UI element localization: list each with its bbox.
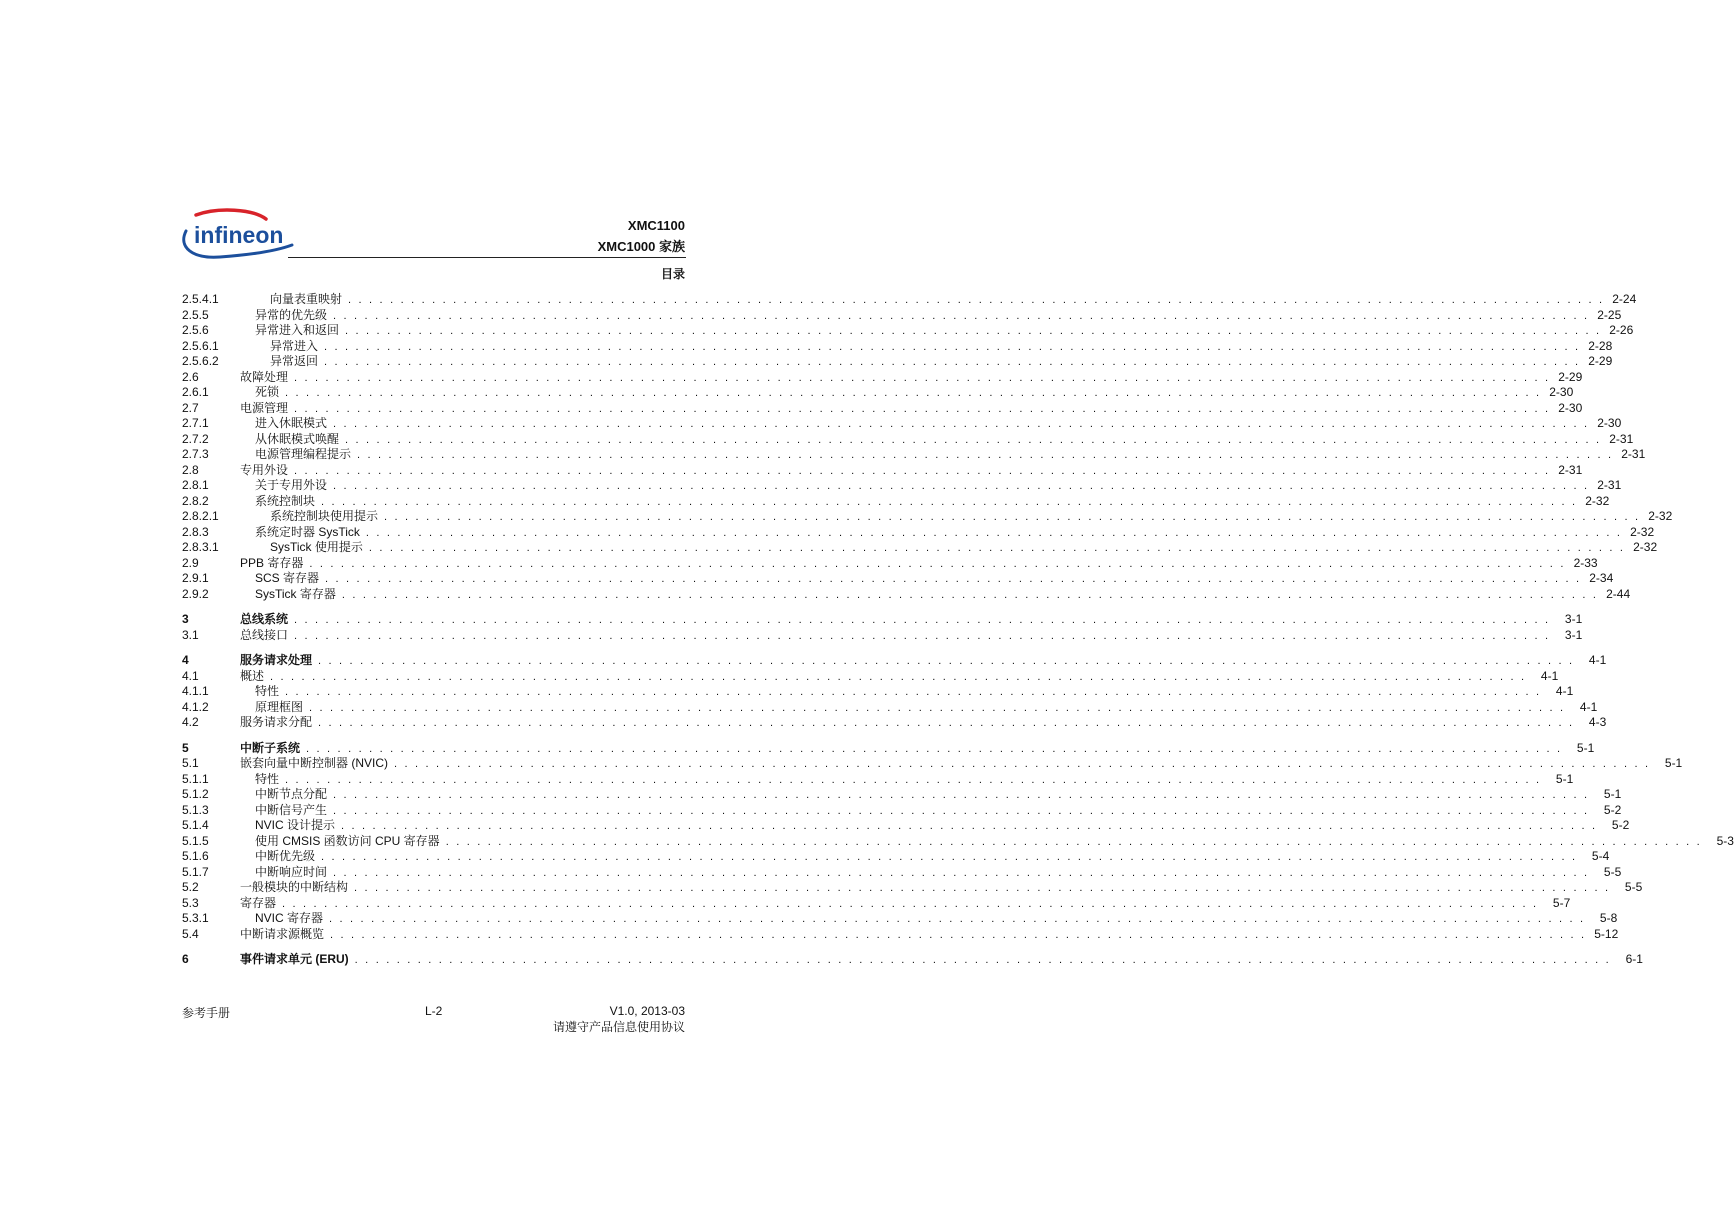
toc-entry-page: 2-31	[1597, 478, 1622, 492]
toc-entry-number: 4.1.1	[182, 684, 209, 698]
toc-entry-number: 2.7.3	[182, 447, 209, 461]
toc-entry-page: 2-28	[1588, 338, 1613, 353]
toc-entry[interactable]	[182, 756, 1683, 772]
toc-dot-leader: . . . . . . . . . . . . . . . . . . . . . . . . . . . . . . . . . . . . . . . . . . . . . . . . . . . . . . . . . . . . . . . . . . . . . . . . . . . . . . . . . . . . . . . . . . . . . . . . . . . . . . . . . . . . . . . . . . . . . . . .	[309, 701, 1566, 714]
toc-entry-page: 2-30	[1558, 400, 1583, 415]
toc-entry[interactable]	[182, 880, 1643, 896]
toc-dot-leader: . . . . . . . . . . . . . . . . . . . . . . . . . . . . . . . . . . . . . . . . . . . . . . . . . . . . . . . . . . . . . . . . . . . . . . . . . . . . . . . . . . . . . . . . . . . . . . . . . . . . . . . . . . . . . . . . . . . . . . . .	[341, 588, 1599, 601]
toc-entry-number: 2.5.6	[182, 323, 209, 337]
toc-dot-leader: . . . . . . . . . . . . . . . . . . . . . . . . . . . . . . . . . . . . . . . . . . . . . . . . . . . . . . . . . . . . . . . . . . . . . . . . . . . . . . . . . . . . . . . . . . . . . . . . . . . . . . . . . . . . . . . . . . . . . . . .	[330, 928, 1587, 941]
toc-dot-leader: . . . . . . . . . . . . . . . . . . . . . . . . . . . . . . . . . . . . . . . . . . . . . . . . . . . . . . . . . . . . . . . . . . . . . . . . . . . . . . . . . . . . . . . . . . . . . . . . . . . . . . . . . . . . . . . . . . . . . . . .	[333, 309, 1590, 322]
toc-entry-page: 2-32	[1648, 509, 1673, 523]
toc-entry-number: 2.8.3.1	[182, 540, 219, 554]
toc-entry-body	[240, 369, 1583, 387]
toc-entry[interactable]	[182, 952, 1643, 968]
toc-entry-number: 5.1	[182, 756, 199, 770]
toc-entry[interactable]	[182, 740, 1595, 757]
toc-entry-body	[240, 895, 1571, 913]
toc-entry-body	[270, 540, 1658, 557]
toc-entry-page: 2-34	[1589, 571, 1614, 585]
toc-entry-number: 2.9.1	[182, 571, 209, 585]
toc-entry[interactable]	[182, 509, 1673, 525]
toc-entry-body	[240, 555, 1598, 573]
section-title: 目录	[660, 267, 685, 281]
toc-entry-title: 原理框图	[255, 699, 304, 714]
toc-entry-body	[255, 571, 1614, 588]
toc-entry-number: 5.1.1	[182, 771, 209, 786]
toc-entry[interactable]	[182, 571, 1614, 587]
family-title: XMC1000 家族	[597, 239, 685, 254]
footer-version: V1.0, 2013-03	[609, 1004, 685, 1018]
toc-entry-body	[240, 400, 1583, 418]
toc-entry-title: 中断子系统	[240, 740, 301, 755]
toc-entry-body	[255, 833, 1734, 851]
toc-entry-number: 6	[182, 952, 189, 966]
toc-entry-page: 5-5	[1603, 864, 1622, 879]
toc-entry-title: 异常的优先级	[255, 307, 328, 322]
toc-entry-body	[255, 385, 1574, 402]
toc-entry-number: 5.4	[182, 926, 199, 941]
toc-entry[interactable]	[182, 431, 1634, 448]
toc-entry-title: 特性	[255, 771, 280, 786]
toc-section-gap	[182, 731, 686, 741]
toc-entry-title: 特性	[255, 684, 280, 698]
toc-entry-page: 2-31	[1609, 431, 1634, 446]
toc-entry-body	[270, 338, 1613, 356]
toc-entry[interactable]	[182, 802, 1622, 819]
toc-entry-number: 3	[182, 612, 189, 626]
toc-dot-leader: . . . . . . . . . . . . . . . . . . . . . . . . . . . . . . . . . . . . . . . . . . . . . . . . . . . . . . . . . . . . . . . . . . . . . . . . . . . . . . . . . . . . . . . . . . . . . . . . . . . . . . . . . . . . . . . . . . . . . . . .	[318, 655, 1575, 667]
toc-entry-body	[255, 323, 1634, 340]
toc-entry-title: 系统定时器 SysTick	[255, 524, 360, 539]
toc-dot-leader: . . . . . . . . . . . . . . . . . . . . . . . . . . . . . . . . . . . . . . . . . . . . . . . . . . . . . . . . . . . . . . . . . . . . . . . . . . . . . . . . . . . . . . . . . . . . . . . . . . . . . . . . . . . . . . . . . . . . . . . .	[325, 573, 1582, 585]
toc-dot-leader: . . . . . . . . . . . . . . . . . . . . . . . . . . . . . . . . . . . . . . . . . . . . . . . . . . . . . . . . . . . . . . . . . . . . . . . . . . . . . . . . . . . . . . . . . . . . . . . . . . . . . . . . . . . . . . . . . . . . . . . .	[282, 897, 1539, 910]
toc-entry-title: 总线系统	[240, 612, 289, 626]
toc-entry-number: 3.1	[182, 627, 199, 642]
toc-entry-number: 2.5.5	[182, 307, 209, 322]
toc-dot-leader: . . . . . . . . . . . . . . . . . . . . . . . . . . . . . . . . . . . . . . . . . . . . . . . . . . . . . . . . . . . . . . . . . . . . . . . . . . . . . . . . . . . . . . . . . . . . . . . . . . . . . . . . . . . . . . . . . . . . . . . .	[321, 851, 1578, 863]
toc-entry[interactable]	[182, 307, 1622, 324]
toc-entry-title: 总线接口	[240, 627, 289, 642]
toc-entry-title: NVIC 寄存器	[255, 911, 324, 925]
toc-entry-title: 异常返回	[270, 354, 319, 368]
toc-dot-leader: . . . . . . . . . . . . . . . . . . . . . . . . . . . . . . . . . . . . . . . . . . . . . . . . . . . . . . . . . . . . . . . . . . . . . . . . . . . . . . . . . . . . . . . . . . . . . . . . . . . . . . . . . . . . . . . . . . . . . . . .	[348, 294, 1605, 306]
toc-dot-leader: . . . . . . . . . . . . . . . . . . . . . . . . . . . . . . . . . . . . . . . . . . . . . . . . . . . . . . . . . . . . . . . . . . . . . . . . . . . . . . . . . . . . . . . . . . . . . . . . . . . . . . . . . . . . . . . . . . . . . . . .	[333, 480, 1590, 492]
toc-entry[interactable]	[182, 586, 1631, 603]
toc-dot-leader: . . . . . . . . . . . . . . . . . . . . . . . . . . . . . . . . . . . . . . . . . . . . . . . . . . . . . . . . . . . . . . . . . . . . . . . . . . . . . . . . . . . . . . . . . . . . . . . . . . . . . . . . . . . . . . . . . . . . . . . .	[294, 614, 1551, 626]
toc-entry-page: 5-1	[1576, 740, 1595, 755]
toc-dot-leader: . . . . . . . . . . . . . . . . . . . . . . . . . . . . . . . . . . . . . . . . . . . . . . . . . . . . . . . . . . . . . . . . . . . . . . . . . . . . . . . . . . . . . . . . . . . . . . . . . . . . . . . . . . . . . . . . . . . . . . . .	[394, 758, 1651, 770]
toc-dot-leader: . . . . . . . . . . . . . . . . . . . . . . . . . . . . . . . . . . . . . . . . . . . . . . . . . . . . . . . . . . . . . . . . . . . . . . . . . . . . . . . . . . . . . . . . . . . . . . . . . . . . . . . . . . . . . . . . . . . . . . . .	[309, 557, 1566, 570]
toc-entry-body	[255, 864, 1622, 882]
toc-dot-leader: . . . . . . . . . . . . . . . . . . . . . . . . . . . . . . . . . . . . . . . . . . . . . . . . . . . . . . . . . . . . . . . . . . . . . . . . . . . . . . . . . . . . . . . . . . . . . . . . . . . . . . . . . . . . . . . . . . . . . . . .	[294, 402, 1551, 415]
toc-dot-leader: . . . . . . . . . . . . . . . . . . . . . . . . . . . . . . . . . . . . . . . . . . . . . . . . . . . . . . . . . . . . . . . . . . . . . . . . . . . . . . . . . . . . . . . . . . . . . . . . . . . . . . . . . . . . . . . . . . . . . . . .	[285, 773, 1542, 786]
toc-entry-title: 寄存器	[240, 895, 277, 910]
toc-entry-number: 5.1.2	[182, 787, 209, 801]
toc-entry-body	[240, 627, 1583, 645]
toc-entry-title: 异常进入	[270, 338, 319, 353]
toc-entry[interactable]	[182, 555, 1598, 572]
toc-entry-body	[255, 478, 1622, 495]
toc-dot-leader: . . . . . . . . . . . . . . . . . . . . . . . . . . . . . . . . . . . . . . . . . . . . . . . . . . . . . . . . . . . . . . . . . . . . . . . . . . . . . . . . . . . . . . . . . . . . . . . . . . . . . . . . . . . . . . . . . . . . . . . .	[306, 742, 1563, 755]
toc-entry-title: 中断请求源概览	[240, 926, 325, 941]
toc-entry-body	[255, 447, 1646, 464]
toc-entry-page: 3-1	[1564, 612, 1583, 626]
toc-entry-page: 4-1	[1588, 653, 1607, 667]
toc-entry-title: 系统控制块使用提示	[270, 509, 379, 523]
toc-entry-title: SCS 寄存器	[255, 571, 320, 585]
toc-entry[interactable]	[182, 478, 1622, 494]
toc-entry-body	[240, 740, 1595, 758]
toc-entry-title: 服务请求处理	[240, 653, 313, 667]
toc-entry-number: 5.1.3	[182, 802, 209, 817]
toc-entry-title: 电源管理	[240, 400, 289, 415]
toc-entry-page: 5-5	[1624, 880, 1643, 894]
toc-section-gap	[182, 942, 686, 952]
toc-entry-title: 专用外设	[240, 462, 289, 477]
toc-entry-body	[240, 668, 1559, 686]
toc-entry-page: 2-44	[1606, 586, 1631, 601]
toc-entry-page: 5-1	[1664, 756, 1683, 770]
toc-entry-body	[255, 802, 1622, 820]
toc-entry-body	[240, 756, 1683, 773]
toc-entry-page: 5-4	[1591, 849, 1610, 863]
toc-entry-page: 2-31	[1558, 462, 1583, 477]
toc-entry[interactable]	[182, 493, 1610, 510]
toc-section-gap	[182, 643, 686, 653]
toc-entry-number: 2.7.2	[182, 431, 209, 446]
toc-entry-body	[270, 509, 1673, 526]
toc-entry-title: 中断响应时间	[255, 864, 328, 879]
toc-dot-leader: . . . . . . . . . . . . . . . . . . . . . . . . . . . . . . . . . . . . . . . . . . . . . . . . . . . . . . . . . . . . . . . . . . . . . . . . . . . . . . . . . . . . . . . . . . . . . . . . . . . . . . . . . . . . . . . . . . . . . . . .	[285, 686, 1542, 698]
toc-entry[interactable]	[182, 911, 1618, 927]
toc-entry-body	[255, 416, 1622, 433]
toc-entry-page: 4-1	[1579, 699, 1598, 714]
infineon-logo	[178, 209, 298, 261]
toc-dot-leader: . . . . . . . . . . . . . . . . . . . . . . . . . . . . . . . . . . . . . . . . . . . . . . . . . . . . . . . . . . . . . . . . . . . . . . . . . . . . . . . . . . . . . . . . . . . . . . . . . . . . . . . . . . . . . . . . . . . . . . . .	[285, 387, 1542, 399]
toc-entry-page: 2-29	[1588, 354, 1613, 368]
toc-dot-leader: . . . . . . . . . . . . . . . . . . . . . . . . . . . . . . . . . . . . . . . . . . . . . . . . . . . . . . . . . . . . . . . . . . . . . . . . . . . . . . . . . . . . . . . . . . . . . . . . . . . . . . . . . . . . . . . . . . . . . . . .	[333, 418, 1590, 430]
toc-entry-body	[240, 462, 1583, 480]
toc-entry[interactable]	[182, 385, 1574, 401]
toc-entry-page: 5-3	[1716, 833, 1734, 848]
toc-dot-leader: . . . . . . . . . . . . . . . . . . . . . . . . . . . . . . . . . . . . . . . . . . . . . . . . . . . . . . . . . . . . . . . . . . . . . . . . . . . . . . . . . . . . . . . . . . . . . . . . . . . . . . . . . . . . . . . . . . . . . . . .	[321, 495, 1578, 508]
toc-dot-leader: . . . . . . . . . . . . . . . . . . . . . . . . . . . . . . . . . . . . . . . . . . . . . . . . . . . . . . . . . . . . . . . . . . . . . . . . . . . . . . . . . . . . . . . . . . . . . . . . . . . . . . . . . . . . . . . . . . . . . . . .	[294, 464, 1551, 477]
toc-entry-number: 2.8.1	[182, 478, 209, 492]
toc-dot-leader: . . . . . . . . . . . . . . . . . . . . . . . . . . . . . . . . . . . . . . . . . . . . . . . . . . . . . . . . . . . . . . . . . . . . . . . . . . . . . . . . . . . . . . . . . . . . . . . . . . . . . . . . . . . . . . . . . . . . . . . .	[270, 670, 1527, 683]
toc-entry-title: 嵌套向量中断控制器 (NVIC)	[240, 756, 388, 770]
toc-entry[interactable]	[182, 369, 1583, 386]
toc-entry-page: 4-1	[1555, 684, 1574, 698]
toc-dot-leader: . . . . . . . . . . . . . . . . . . . . . . . . . . . . . . . . . . . . . . . . . . . . . . . . . . . . . . . . . . . . . . . . . . . . . . . . . . . . . . . . . . . . . . . . . . . . . . . . . . . . . . . . . . . . . . . . . . . . . . . .	[354, 882, 1611, 894]
toc-entry-body	[255, 586, 1631, 604]
toc-entry-title: 死锁	[255, 385, 280, 399]
toc-entry[interactable]	[182, 684, 1574, 700]
toc-entry-title: SysTick 寄存器	[255, 586, 336, 601]
toc-entry-body	[240, 715, 1607, 732]
toc-entry-page: 5-8	[1599, 911, 1618, 925]
toc-entry-number: 5.2	[182, 880, 199, 894]
toc-entry-number: 2.9	[182, 555, 199, 570]
toc-entry-number: 2.5.6.2	[182, 354, 219, 368]
toc-entry-title: 系统控制块	[255, 493, 316, 508]
toc-entry-number: 2.8.2.1	[182, 509, 219, 523]
toc-entry-page: 2-32	[1630, 524, 1655, 539]
toc-entry-body	[255, 307, 1622, 325]
toc-dot-leader: . . . . . . . . . . . . . . . . . . . . . . . . . . . . . . . . . . . . . . . . . . . . . . . . . . . . . . . . . . . . . . . . . . . . . . . . . . . . . . . . . . . . . . . . . . . . . . . . . . . . . . . . . . . . . . . . . . . . . . . .	[329, 913, 1586, 925]
toc-entry[interactable]	[182, 462, 1583, 479]
toc-entry-number: 2.7	[182, 400, 199, 415]
toc-entry-page: 5-2	[1603, 802, 1622, 817]
toc-entry[interactable]	[182, 612, 1583, 628]
toc-entry-title: 概述	[240, 668, 265, 683]
toc-entry-number: 4.1	[182, 668, 199, 683]
toc-entry-title: 电源管理编程提示	[255, 447, 352, 461]
toc-entry-number: 5.3.1	[182, 911, 209, 925]
logo-text: infineon	[194, 222, 284, 248]
toc-dot-leader: . . . . . . . . . . . . . . . . . . . . . . . . . . . . . . . . . . . . . . . . . . . . . . . . . . . . . . . . . . . . . . . . . . . . . . . . . . . . . . . . . . . . . . . . . . . . . . . . . . . . . . . . . . . . . . . . . . . . . . . .	[324, 356, 1581, 368]
toc-entry-body	[240, 612, 1583, 629]
toc-entry-number: 2.9.2	[182, 586, 209, 601]
toc-entry-page: 5-7	[1552, 895, 1571, 910]
toc-dot-leader: . . . . . . . . . . . . . . . . . . . . . . . . . . . . . . . . . . . . . . . . . . . . . . . . . . . . . . . . . . . . . . . . . . . . . . . . . . . . . . . . . . . . . . . . . . . . . . . . . . . . . . . . . . . . . . . . . . . . . . . .	[318, 717, 1575, 729]
toc-entry-title: SysTick 使用提示	[270, 540, 363, 554]
toc-entry-body	[270, 354, 1613, 371]
toc-entry-title: 一般模块的中断结构	[240, 880, 349, 894]
toc-section-gap	[182, 602, 686, 612]
toc-entry-title: 故障处理	[240, 369, 289, 384]
toc-entry-title: NVIC 设计提示	[255, 818, 336, 832]
toc-entry-page: 6-1	[1625, 952, 1643, 966]
toc-entry-body	[255, 524, 1655, 542]
toc-dot-leader: . . . . . . . . . . . . . . . . . . . . . . . . . . . . . . . . . . . . . . . . . . . . . . . . . . . . . . . . . . . . . . . . . . . . . . . . . . . . . . . . . . . . . . . . . . . . . . . . . . . . . . . . . . . . . . . . . . . . . . . .	[333, 789, 1590, 801]
toc-entry-page: 5-12	[1594, 926, 1619, 941]
toc-entry[interactable]	[182, 524, 1655, 541]
toc-entry-page: 5-1	[1603, 787, 1622, 801]
toc-entry-number: 2.6	[182, 369, 199, 384]
toc-entry-number: 5.1.4	[182, 818, 209, 832]
toc-entry-title: 关于专用外设	[255, 478, 328, 492]
toc-dot-leader: . . . . . . . . . . . . . . . . . . . . . . . . . . . . . . . . . . . . . . . . . . . . . . . . . . . . . . . . . . . . . . . . . . . . . . . . . . . . . . . . . . . . . . . . . . . . . . . . . . . . . . . . . . . . . . . . . . . . . . . .	[357, 449, 1614, 461]
toc-entry-title: PPB 寄存器	[240, 555, 304, 570]
toc-entry-page: 2-33	[1573, 555, 1598, 570]
toc-entry[interactable]	[182, 818, 1630, 834]
toc-entry-page: 2-30	[1597, 416, 1622, 430]
toc-entry[interactable]	[182, 668, 1559, 685]
toc-entry-number: 2.8.2	[182, 493, 209, 508]
toc-entry[interactable]	[182, 447, 1646, 463]
footer-notice: 请遵守产品信息使用协议	[552, 1020, 685, 1034]
toc-entry-page: 4-3	[1588, 715, 1607, 729]
toc-entry-page: 2-30	[1549, 385, 1574, 399]
product-title: XMC1100	[627, 218, 685, 233]
toc-entry[interactable]	[182, 416, 1622, 432]
toc-entry[interactable]	[182, 338, 1613, 355]
toc-entry-number: 4.2	[182, 715, 199, 729]
toc-dot-leader: . . . . . . . . . . . . . . . . . . . . . . . . . . . . . . . . . . . . . . . . . . . . . . . . . . . . . . . . . . . . . . . . . . . . . . . . . . . . . . . . . . . . . . . . . . . . . . . . . . . . . . . . . . . . . . . . . . . . . . . .	[333, 804, 1590, 817]
toc-entry-title: 中断信号产生	[255, 802, 328, 817]
toc-dot-leader: . . . . . . . . . . . . . . . . . . . . . . . . . . . . . . . . . . . . . . . . . . . . . . . . . . . . . . . . . . . . . . . . . . . . . . . . . . . . . . . . . . . . . . . . . . . . . . . . . . . . . . . . . . . . . . . . . . . . . . . .	[341, 820, 1598, 832]
toc-entry-title: 异常进入和返回	[255, 323, 340, 337]
logo-swoosh-red	[196, 210, 266, 219]
toc-entry-title: 使用 CMSIS 函数访问 CPU 寄存器	[255, 833, 440, 848]
toc-entry-body	[255, 771, 1574, 789]
toc-entry-body	[255, 431, 1634, 449]
toc-dot-leader: . . . . . . . . . . . . . . . . . . . . . . . . . . . . . . . . . . . . . . . . . . . . . . . . . . . . . . . . . . . . . . . . . . . . . . . . . . . . . . . . . . . . . . . . . . . . . . . . . . . . . . . . . . . . . . . . . . . . . . . .	[324, 340, 1581, 353]
toc-dot-leader: . . . . . . . . . . . . . . . . . . . . . . . . . . . . . . . . . . . . . . . . . . . . . . . . . . . . . . . . . . . . . . . . . . . . . . . . . . . . . . . . . . . . . . . . . . . . . . . . . . . . . . . . . . . . . . . . . . . . . . . .	[445, 835, 1702, 848]
toc-entry-title: 进入休眠模式	[255, 416, 328, 430]
toc-entry-body	[240, 926, 1619, 944]
toc-entry[interactable]	[182, 323, 1634, 339]
toc-entry-number: 5.1.7	[182, 864, 209, 879]
table-of-contents	[182, 292, 1734, 968]
toc-entry-body	[255, 684, 1574, 701]
toc-entry-page: 2-32	[1633, 540, 1658, 554]
toc-entry-title: 中断节点分配	[255, 787, 328, 801]
toc-entry-body	[255, 493, 1610, 511]
toc-entry-number: 5.1.6	[182, 849, 209, 863]
toc-entry-title: 事件请求单元 (ERU)	[240, 952, 349, 966]
header-rule	[288, 257, 686, 258]
toc-entry[interactable]	[182, 699, 1598, 716]
toc-dot-leader: . . . . . . . . . . . . . . . . . . . . . . . . . . . . . . . . . . . . . . . . . . . . . . . . . . . . . . . . . . . . . . . . . . . . . . . . . . . . . . . . . . . . . . . . . . . . . . . . . . . . . . . . . . . . . . . . . . . . . . . .	[384, 511, 1641, 523]
toc-entry-page: 2-29	[1558, 369, 1583, 384]
toc-entry[interactable]	[182, 715, 1607, 731]
toc-entry-page: 2-25	[1597, 307, 1622, 322]
toc-entry[interactable]	[182, 833, 1734, 850]
toc-entry[interactable]	[182, 864, 1622, 881]
footer-page-number: L-2	[425, 1004, 443, 1018]
toc-entry-page: 2-32	[1585, 493, 1610, 508]
toc-entry-number: 2.5.4.1	[182, 292, 219, 306]
toc-entry-number: 5.3	[182, 895, 199, 910]
toc-entry[interactable]	[182, 400, 1583, 417]
toc-dot-leader: . . . . . . . . . . . . . . . . . . . . . . . . . . . . . . . . . . . . . . . . . . . . . . . . . . . . . . . . . . . . . . . . . . . . . . . . . . . . . . . . . . . . . . . . . . . . . . . . . . . . . . . . . . . . . . . . . . . . . . . .	[345, 325, 1602, 337]
toc-entry-body	[240, 952, 1643, 969]
toc-dot-leader: . . . . . . . . . . . . . . . . . . . . . . . . . . . . . . . . . . . . . . . . . . . . . . . . . . . . . . . . . . . . . . . . . . . . . . . . . . . . . . . . . . . . . . . . . . . . . . . . . . . . . . . . . . . . . . . . . . . . . . . .	[345, 433, 1602, 446]
toc-dot-leader: . . . . . . . . . . . . . . . . . . . . . . . . . . . . . . . . . . . . . . . . . . . . . . . . . . . . . . . . . . . . . . . . . . . . . . . . . . . . . . . . . . . . . . . . . . . . . . . . . . . . . . . . . . . . . . . . . . . . . . . .	[368, 542, 1626, 554]
toc-entry-number: 5.1.5	[182, 833, 209, 848]
toc-entry-title: 中断优先级	[255, 849, 316, 863]
toc-entry-body	[240, 653, 1607, 670]
toc-dot-leader: . . . . . . . . . . . . . . . . . . . . . . . . . . . . . . . . . . . . . . . . . . . . . . . . . . . . . . . . . . . . . . . . . . . . . . . . . . . . . . . . . . . . . . . . . . . . . . . . . . . . . . . . . . . . . . . . . . . . . . . .	[354, 954, 1611, 966]
toc-entry[interactable]	[182, 771, 1574, 788]
toc-entry-title: 向量表重映射	[270, 292, 343, 306]
toc-entry-page: 2-26	[1609, 323, 1634, 337]
toc-entry-number: 2.8	[182, 462, 199, 477]
toc-entry-page: 4-1	[1540, 668, 1559, 683]
toc-entry-body	[255, 911, 1618, 928]
toc-entry-page: 5-2	[1611, 818, 1630, 832]
toc-entry-body	[255, 699, 1598, 717]
toc-entry-number: 5	[182, 740, 189, 755]
toc-entry-title: 服务请求分配	[240, 715, 313, 729]
toc-entry[interactable]	[182, 540, 1658, 556]
toc-entry-page: 2-24	[1612, 292, 1637, 306]
toc-entry-number: 2.8.3	[182, 524, 209, 539]
toc-entry[interactable]	[182, 787, 1622, 803]
toc-entry[interactable]	[182, 354, 1613, 370]
toc-entry-body	[255, 787, 1622, 804]
toc-entry-number: 4	[182, 653, 189, 667]
toc-dot-leader: . . . . . . . . . . . . . . . . . . . . . . . . . . . . . . . . . . . . . . . . . . . . . . . . . . . . . . . . . . . . . . . . . . . . . . . . . . . . . . . . . . . . . . . . . . . . . . . . . . . . . . . . . . . . . . . . . . . . . . . .	[333, 866, 1590, 879]
toc-dot-leader: . . . . . . . . . . . . . . . . . . . . . . . . . . . . . . . . . . . . . . . . . . . . . . . . . . . . . . . . . . . . . . . . . . . . . . . . . . . . . . . . . . . . . . . . . . . . . . . . . . . . . . . . . . . . . . . . . . . . . . . .	[294, 629, 1551, 642]
toc-entry-body	[270, 292, 1637, 309]
toc-entry-body	[240, 880, 1643, 897]
toc-entry[interactable]	[182, 292, 1637, 308]
toc-dot-leader: . . . . . . . . . . . . . . . . . . . . . . . . . . . . . . . . . . . . . . . . . . . . . . . . . . . . . . . . . . . . . . . . . . . . . . . . . . . . . . . . . . . . . . . . . . . . . . . . . . . . . . . . . . . . . . . . . . . . . . . .	[294, 371, 1551, 384]
toc-entry-number: 2.6.1	[182, 385, 209, 399]
toc-entry-body	[255, 818, 1630, 835]
toc-entry-number: 2.5.6.1	[182, 338, 219, 353]
toc-entry-number: 4.1.2	[182, 699, 209, 714]
toc-entry[interactable]	[182, 926, 1619, 943]
toc-entry[interactable]	[182, 895, 1571, 912]
toc-dot-leader: . . . . . . . . . . . . . . . . . . . . . . . . . . . . . . . . . . . . . . . . . . . . . . . . . . . . . . . . . . . . . . . . . . . . . . . . . . . . . . . . . . . . . . . . . . . . . . . . . . . . . . . . . . . . . . . . . . . . . . . .	[365, 526, 1623, 539]
toc-entry-page: 3-1	[1564, 627, 1583, 642]
footer-left: 参考手册	[182, 1006, 231, 1020]
toc-entry[interactable]	[182, 653, 1607, 669]
toc-entry-number: 2.7.1	[182, 416, 209, 430]
toc-entry[interactable]	[182, 849, 1610, 865]
toc-entry-body	[255, 849, 1610, 866]
toc-entry[interactable]	[182, 627, 1583, 644]
toc-entry-page: 2-31	[1621, 447, 1646, 461]
toc-entry-page: 5-1	[1555, 771, 1574, 786]
toc-entry-title: 从休眠模式唤醒	[255, 431, 340, 446]
